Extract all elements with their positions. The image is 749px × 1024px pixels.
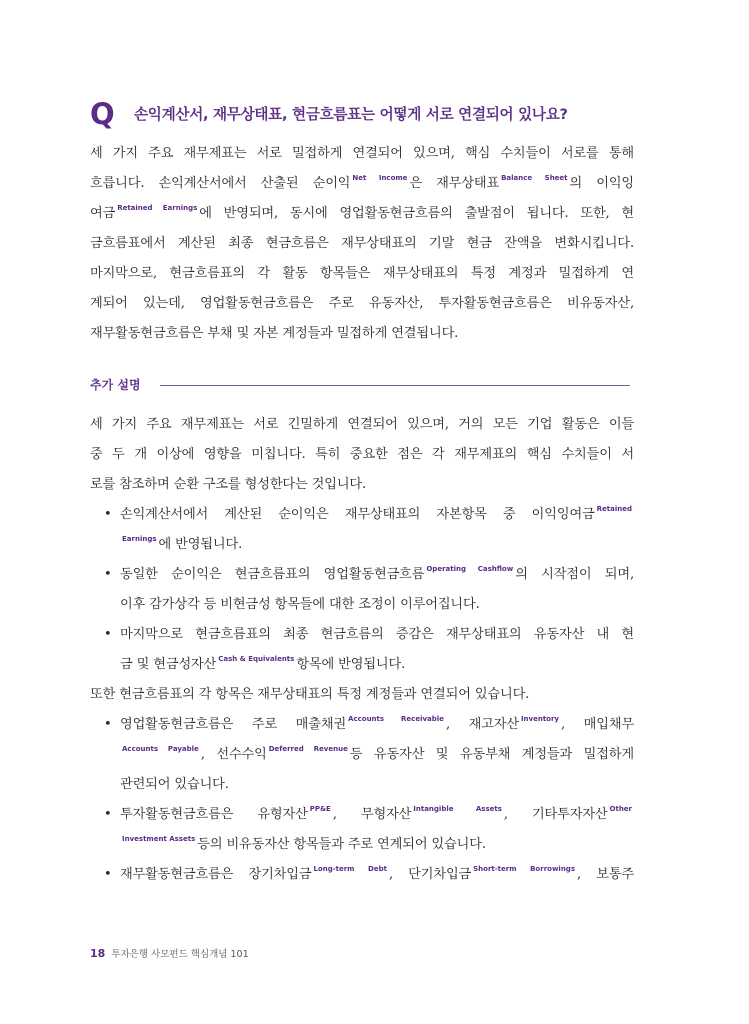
bullet-icon: • <box>104 717 112 732</box>
body-line: 세 가지 주요 재무제표는 서로 긴밀하게 연결되어 있으며, 거의 모든 기업 활동은 이들 <box>90 417 634 432</box>
answer-line: 금흐름표에서 계산된 최종 현금흐름은 재무상태표의 기말 현금 잔액을 변화시킵니다. <box>90 236 634 251</box>
body-line: 또한 현금흐름표의 각 항목은 재무상태표의 특정 계정들과 연결되어 있습니다. <box>90 687 530 702</box>
english-term: Accounts Payable <box>122 745 199 753</box>
english-term: Long-term Debt <box>313 865 387 873</box>
english-term: Earnings <box>122 535 157 543</box>
body-line: 로를 참조하며 순환 구조를 형성한다는 것입니다. <box>90 477 367 492</box>
english-term: Cash & Equivalents <box>218 655 295 663</box>
book-title: 투자은행 사모펀드 핵심개념 101 <box>111 949 249 960</box>
body-line: 중 두 개 이상에 영향을 미칩니다. 특히 중요한 점은 각 재무제표의 핵심 수치들이 서 <box>90 447 634 462</box>
english-term: Operating Cashflow <box>426 565 514 573</box>
english-term: Accounts Receivable <box>348 715 444 723</box>
bullet-icon: • <box>104 507 112 522</box>
bullet-icon: • <box>104 627 112 642</box>
question-heading <box>90 98 650 130</box>
english-term: Other <box>609 805 632 813</box>
body-line: 관련되어 있습니다. <box>120 777 229 792</box>
list-item <box>90 710 634 800</box>
page-footer <box>90 945 249 963</box>
body-line: 영업활동현금흐름은 주로 매출채권 $^{Accounts Receivable}$ , 재고자산 $^{Inventory}$ , 매입채무 <box>120 715 634 732</box>
bullet-icon: • <box>104 567 112 582</box>
body-line: $^{Accounts Payable}$ , 선수수익 $^{Deferred Revenue}$ 등 유동자산 및 유동부채 계정들과 밀접하게 <box>122 745 634 762</box>
english-term: Investment Assets <box>122 835 196 843</box>
body-line: $^{Earnings}$ 에 반영됩니다. <box>122 535 243 552</box>
question-letter: Q <box>90 97 115 131</box>
answer-line: 계되어 있는데, 영업활동현금흐름은 주로 유동자산, 투자활동현금흐름은 비유동자산, <box>90 296 634 311</box>
answer-paragraph <box>90 139 634 349</box>
body-line: 손익계산서에서 계산된 순이익은 재무상태표의 자본항목 중 이익잉여금 $^{Retained}$ <box>120 505 632 522</box>
body-line: 동일한 순이익은 현금흐름표의 영업활동현금흐름 $^{Operating Cashflow}$ 의 시작점이 되며, <box>120 565 635 582</box>
explanation-body <box>90 410 634 890</box>
english-term: Short-term Borrowings <box>473 865 575 873</box>
english-term: PP&E <box>309 805 331 813</box>
english-term: Net Income <box>352 174 408 182</box>
question-title: 손익계산서, 재무상태표, 현금흐름표는 어떻게 서로 연결되어 있나요? <box>134 106 568 123</box>
body-line: 재무활동현금흐름은 장기차입금 $^{Long-term Debt}$ , 단기차입금 $^{Short-term Borrowings}$ , 보통주 <box>120 865 634 882</box>
bullet-icon: • <box>104 807 112 822</box>
answer-line: 마지막으로, 현금흐름표의 각 활동 항목들은 재무상태표의 특정 계정과 밀접하게 연 <box>90 266 634 281</box>
section-title: 추가 설명 <box>90 378 141 392</box>
english-term: Balance Sheet <box>501 174 568 182</box>
body-line: $^{Investment Assets}$ 등의 비유동자산 항목들과 주로 연계되어 있습니다. <box>122 835 486 852</box>
section-divider <box>160 385 630 386</box>
list-item <box>90 620 634 680</box>
answer-line: 재무활동현금흐름은 부채 및 자본 계정들과 밀접하게 연결됩니다. <box>90 326 459 341</box>
body-line: 이후 감가상각 등 비현금성 항목들에 대한 조정이 이루어집니다. <box>120 597 480 612</box>
body-line: 마지막으로 현금흐름표의 최종 현금흐름의 증감은 재무상태표의 유동자산 내 현 <box>120 627 634 642</box>
answer-line: 흐릅니다. 손익계산서에서 산출된 순이익 $^{Net Income}$ 은 재무상태표 $^{Balance Sheet}$ 의 이익잉 <box>90 174 634 191</box>
list-item <box>90 500 634 560</box>
page-number: 18 <box>90 947 106 960</box>
english-term: Retained Earnings <box>117 204 198 212</box>
list-item <box>90 860 634 890</box>
answer-line: 여금 $^{Retained Earnings}$ 에 반영되며, 동시에 영업활동현금흐름의 출발점이 됩니다. 또한, 현 <box>90 204 634 221</box>
answer-line: 세 가지 주요 재무제표는 서로 밀접하게 연결되어 있으며, 핵심 수치들이 서로를 통해 <box>90 146 634 161</box>
bullet-icon: • <box>104 867 112 882</box>
english-term: Intangible Assets <box>413 805 502 813</box>
english-term: Inventory <box>520 715 559 723</box>
body-line: 투자활동현금흐름은 유형자산 $^{PP\&E}$ , 무형자산 $^{Intangible Assets}$ , 기타투자자산 $^{Other}$ <box>120 805 632 822</box>
english-term: Deferred Revenue <box>268 745 348 753</box>
english-term: Retained <box>596 505 632 513</box>
body-line: 금 및 현금성자산 $^{Cash \& Equivalents}$ 항목에 반영됩니다. <box>120 655 406 672</box>
list-item <box>90 560 634 620</box>
section-heading <box>90 375 630 395</box>
list-item <box>90 800 634 860</box>
